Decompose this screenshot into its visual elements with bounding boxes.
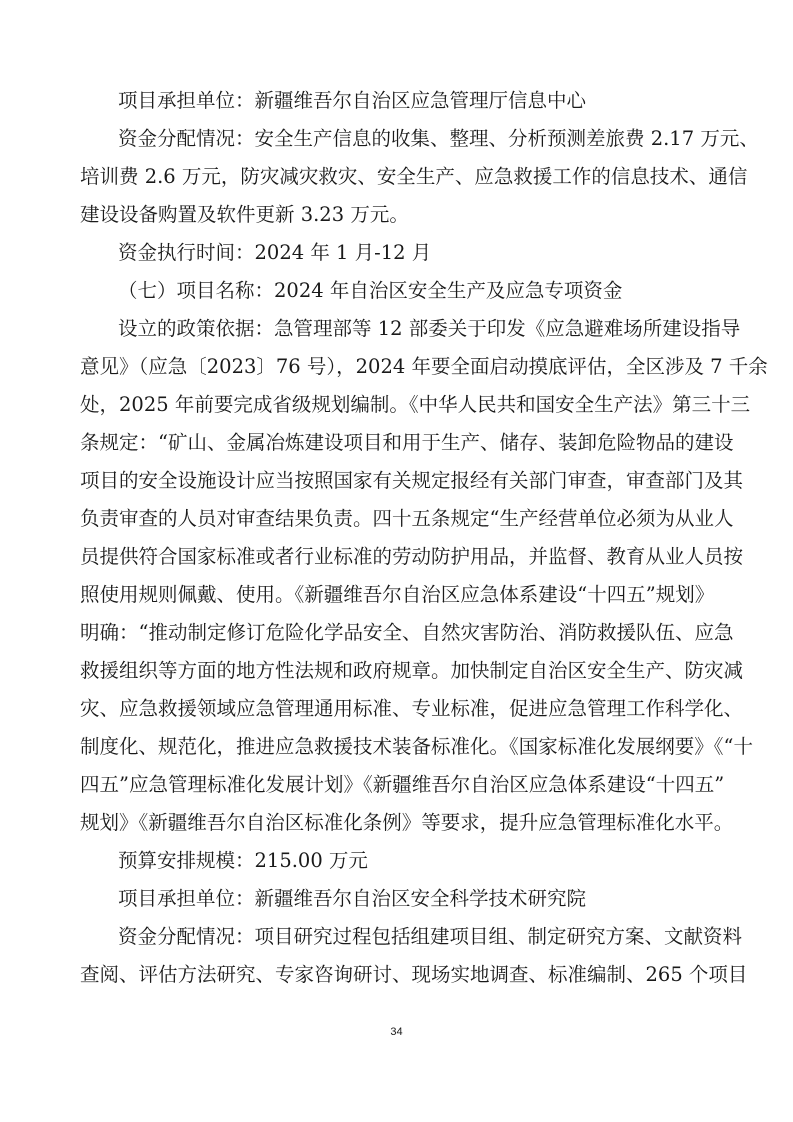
text-line: 资金执行时间：2024 年 1 月-12 月 xyxy=(118,241,432,264)
text-line: 资金分配情况：项目研究过程包括组建项目组、制定研究方案、文献资料 xyxy=(118,925,743,948)
text-line: 项目的安全设施设计应当按照国家有关规定报经有关部门审查，审查部门及其 xyxy=(80,469,744,492)
text-line: 灾、应急救援领域应急管理通用标准、专业标准，促进应急管理工作科学化、 xyxy=(80,697,744,720)
text-line: 查阅、评估方法研究、专家咨询研讨、现场实地调查、标准编制、265 个项目 xyxy=(80,963,748,986)
text-line: 项目承担单位：新疆维吾尔自治区安全科学技术研究院 xyxy=(118,887,587,910)
text-line: 员提供符合国家标准或者行业标准的劳动防护用品，并监督、教育从业人员按 xyxy=(80,545,744,568)
text-line: 预算安排规模：215.00 万元 xyxy=(118,849,368,872)
text-line: 培训费 2.6 万元，防灾减灾救灾、安全生产、应急救援工作的信息技术、通信 xyxy=(80,165,748,188)
text-line: 设立的政策依据：急管理部等 12 部委关于印发《应急避难场所建设指导 xyxy=(118,317,741,340)
text-line: 意见》（应急〔2023〕76 号），2024 年要全面启动摸底评估，全区涉及 7 千余 xyxy=(80,355,768,378)
text-line: 四五”应急管理标准化发展计划》《新疆维吾尔自治区应急体系建设“十四五” xyxy=(80,773,725,796)
text-line: 建设设备购置及软件更新 3.23 万元。 xyxy=(80,203,409,226)
page-number: 34 xyxy=(390,1026,403,1038)
text-line: 负责审查的人员对审查结果负责。四十五条规定“生产经营单位必须为从业人 xyxy=(80,507,734,530)
text-line: 规划》《新疆维吾尔自治区标准化条例》等要求，提升应急管理标准化水平。 xyxy=(80,811,734,834)
text-line: 处，2025 年前要完成省级规划编制。《中华人民共和国安全生产法》第三十三 xyxy=(80,393,751,416)
text-line: 制度化、规范化，推进应急救援技术装备标准化。《国家标准化发展纲要》《“十 xyxy=(80,735,753,758)
text-line: 项目承担单位：新疆维吾尔自治区应急管理厅信息中心 xyxy=(118,89,587,112)
section-heading: （七）项目名称：2024 年自治区安全生产及应急专项资金 xyxy=(118,279,623,302)
text-line: 资金分配情况：安全生产信息的收集、整理、分析预测差旅费 2.17 万元、 xyxy=(118,127,759,150)
text-line: 条规定：“矿山、金属冶炼建设项目和用于生产、储存、装卸危险物品的建设 xyxy=(80,431,734,454)
text-line: 照使用规则佩戴、使用。《新疆维吾尔自治区应急体系建设“十四五”规划》 xyxy=(80,583,715,606)
text-line: 明确：“推动制定修订危险化学品安全、自然灾害防治、消防救援队伍、应急 xyxy=(80,621,734,644)
text-line: 救援组织等方面的地方性法规和政府规章。加快制定自治区安全生产、防灾减 xyxy=(80,659,744,682)
